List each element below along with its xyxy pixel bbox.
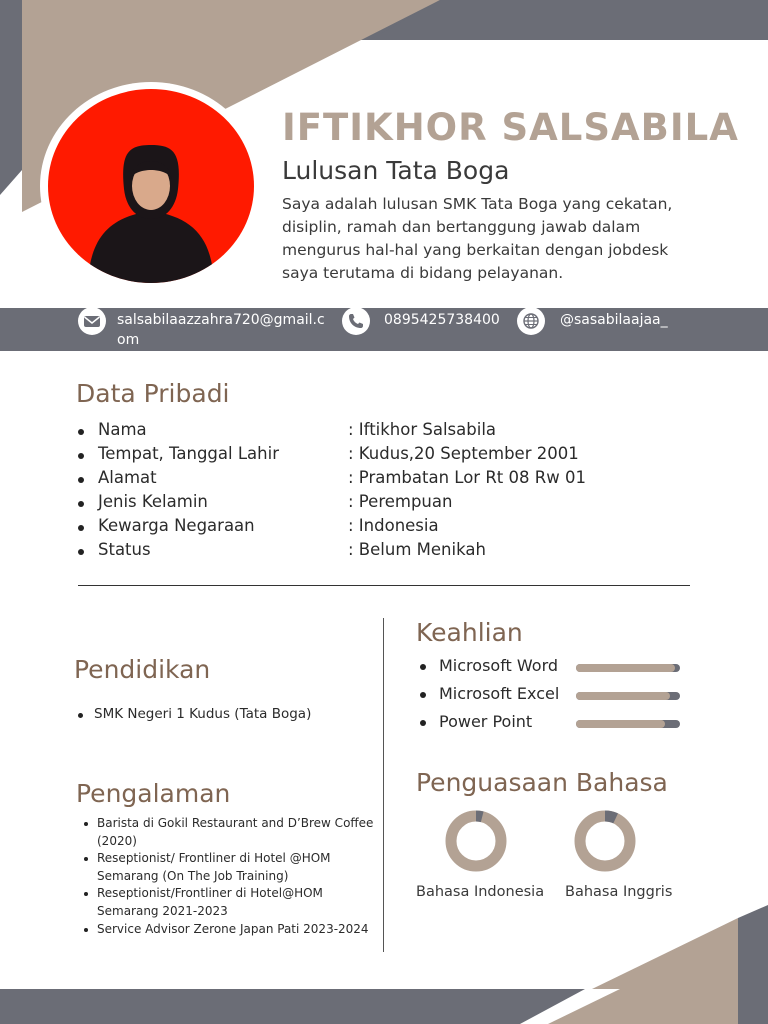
skill-row (420, 684, 690, 708)
section-divider (78, 585, 690, 586)
data-label: Jenis Kelamin (98, 492, 208, 511)
email-icon (78, 307, 106, 335)
experience-text: Reseptionist/Frontliner di Hotel@HOM Semarang 2021-2023 (97, 886, 323, 918)
full-name: IFTIKHOR SALSABILA (282, 106, 739, 149)
bottom-right-slate-edge (738, 905, 768, 1024)
skill-label: Microsoft Excel (439, 684, 560, 703)
data-label: Alamat (98, 468, 157, 487)
list-item (84, 921, 384, 939)
email-line-1: salsabilaazzahra720@gmail.c (117, 312, 325, 328)
skill-label: Microsoft Word (439, 656, 559, 675)
donut-track (451, 816, 501, 866)
about-text: Saya adalah lulusan SMK Tata Boga yang cekatan, disiplin, ramah dan bertanggung jawab dalam mengurus hal-hal yang berkaitan dengan jobdesk saya terutama di bidang pelayanan. (282, 195, 673, 282)
donut-track (580, 816, 630, 866)
data-label: Tempat, Tanggal Lahir (98, 444, 279, 463)
data-value: : Prambatan Lor Rt 08 Rw 01 (348, 468, 586, 487)
phone-icon (342, 307, 370, 335)
skill-label: Power Point (439, 712, 533, 731)
person-silhouette-icon (48, 89, 254, 283)
data-value: : Indonesia (348, 516, 439, 535)
pendidikan-title: Pendidikan (74, 655, 211, 684)
skill-bar-fill (576, 692, 670, 700)
list-item (84, 850, 384, 885)
top-right-slate-shape (370, 0, 768, 40)
skill-bar (576, 664, 680, 672)
list-item (84, 815, 384, 850)
left-slate-band (0, 0, 22, 195)
language-donut (443, 810, 509, 872)
email-line-2: om (117, 332, 140, 348)
data-value: : Kudus,20 September 2001 (348, 444, 579, 463)
data-pribadi-title: Data Pribadi (76, 379, 230, 408)
bahasa-title: Penguasaan Bahasa (416, 768, 668, 797)
pengalaman-title: Pengalaman (76, 779, 231, 808)
data-value: : Iftikhor Salsabila (348, 420, 497, 439)
experience-list (84, 815, 384, 938)
list-item (84, 885, 384, 920)
data-label: Kewarga Negaraan (98, 516, 255, 535)
experience-text: Service Advisor Zerone Japan Pati 2023-2024 (97, 921, 369, 936)
data-label: Nama (98, 420, 147, 439)
education-text: SMK Negeri 1 Kudus (Tata Boga) (94, 706, 312, 722)
experience-text: Reseptionist/ Frontliner di Hotel @HOM Semarang (On The Job Training) (97, 851, 331, 883)
email-text[interactable] (117, 310, 332, 350)
skill-row (420, 656, 690, 680)
list-item (78, 706, 311, 722)
skill-bar-fill (576, 664, 675, 672)
skill-row (420, 712, 690, 736)
skill-bar-fill (576, 720, 665, 728)
language-label: Bahasa Inggris (565, 884, 673, 900)
skill-bar (576, 692, 680, 700)
phone-text[interactable]: 0895425738400 (384, 312, 500, 328)
experience-text: Barista di Gokil Restaurant and D’Brew Coffee (2020) (97, 816, 374, 848)
profile-photo (48, 89, 254, 283)
globe-icon (517, 307, 545, 335)
data-value: : Belum Menikah (348, 540, 486, 559)
skill-bar (576, 720, 680, 728)
data-value: : Perempuan (348, 492, 453, 511)
job-title: Lulusan Tata Boga (282, 156, 510, 185)
language-donut (572, 810, 638, 872)
language-label: Bahasa Indonesia (416, 884, 545, 900)
keahlian-title: Keahlian (416, 618, 523, 647)
social-handle[interactable]: @sasabilaajaa_ (560, 312, 668, 328)
data-label: Status (98, 540, 151, 559)
